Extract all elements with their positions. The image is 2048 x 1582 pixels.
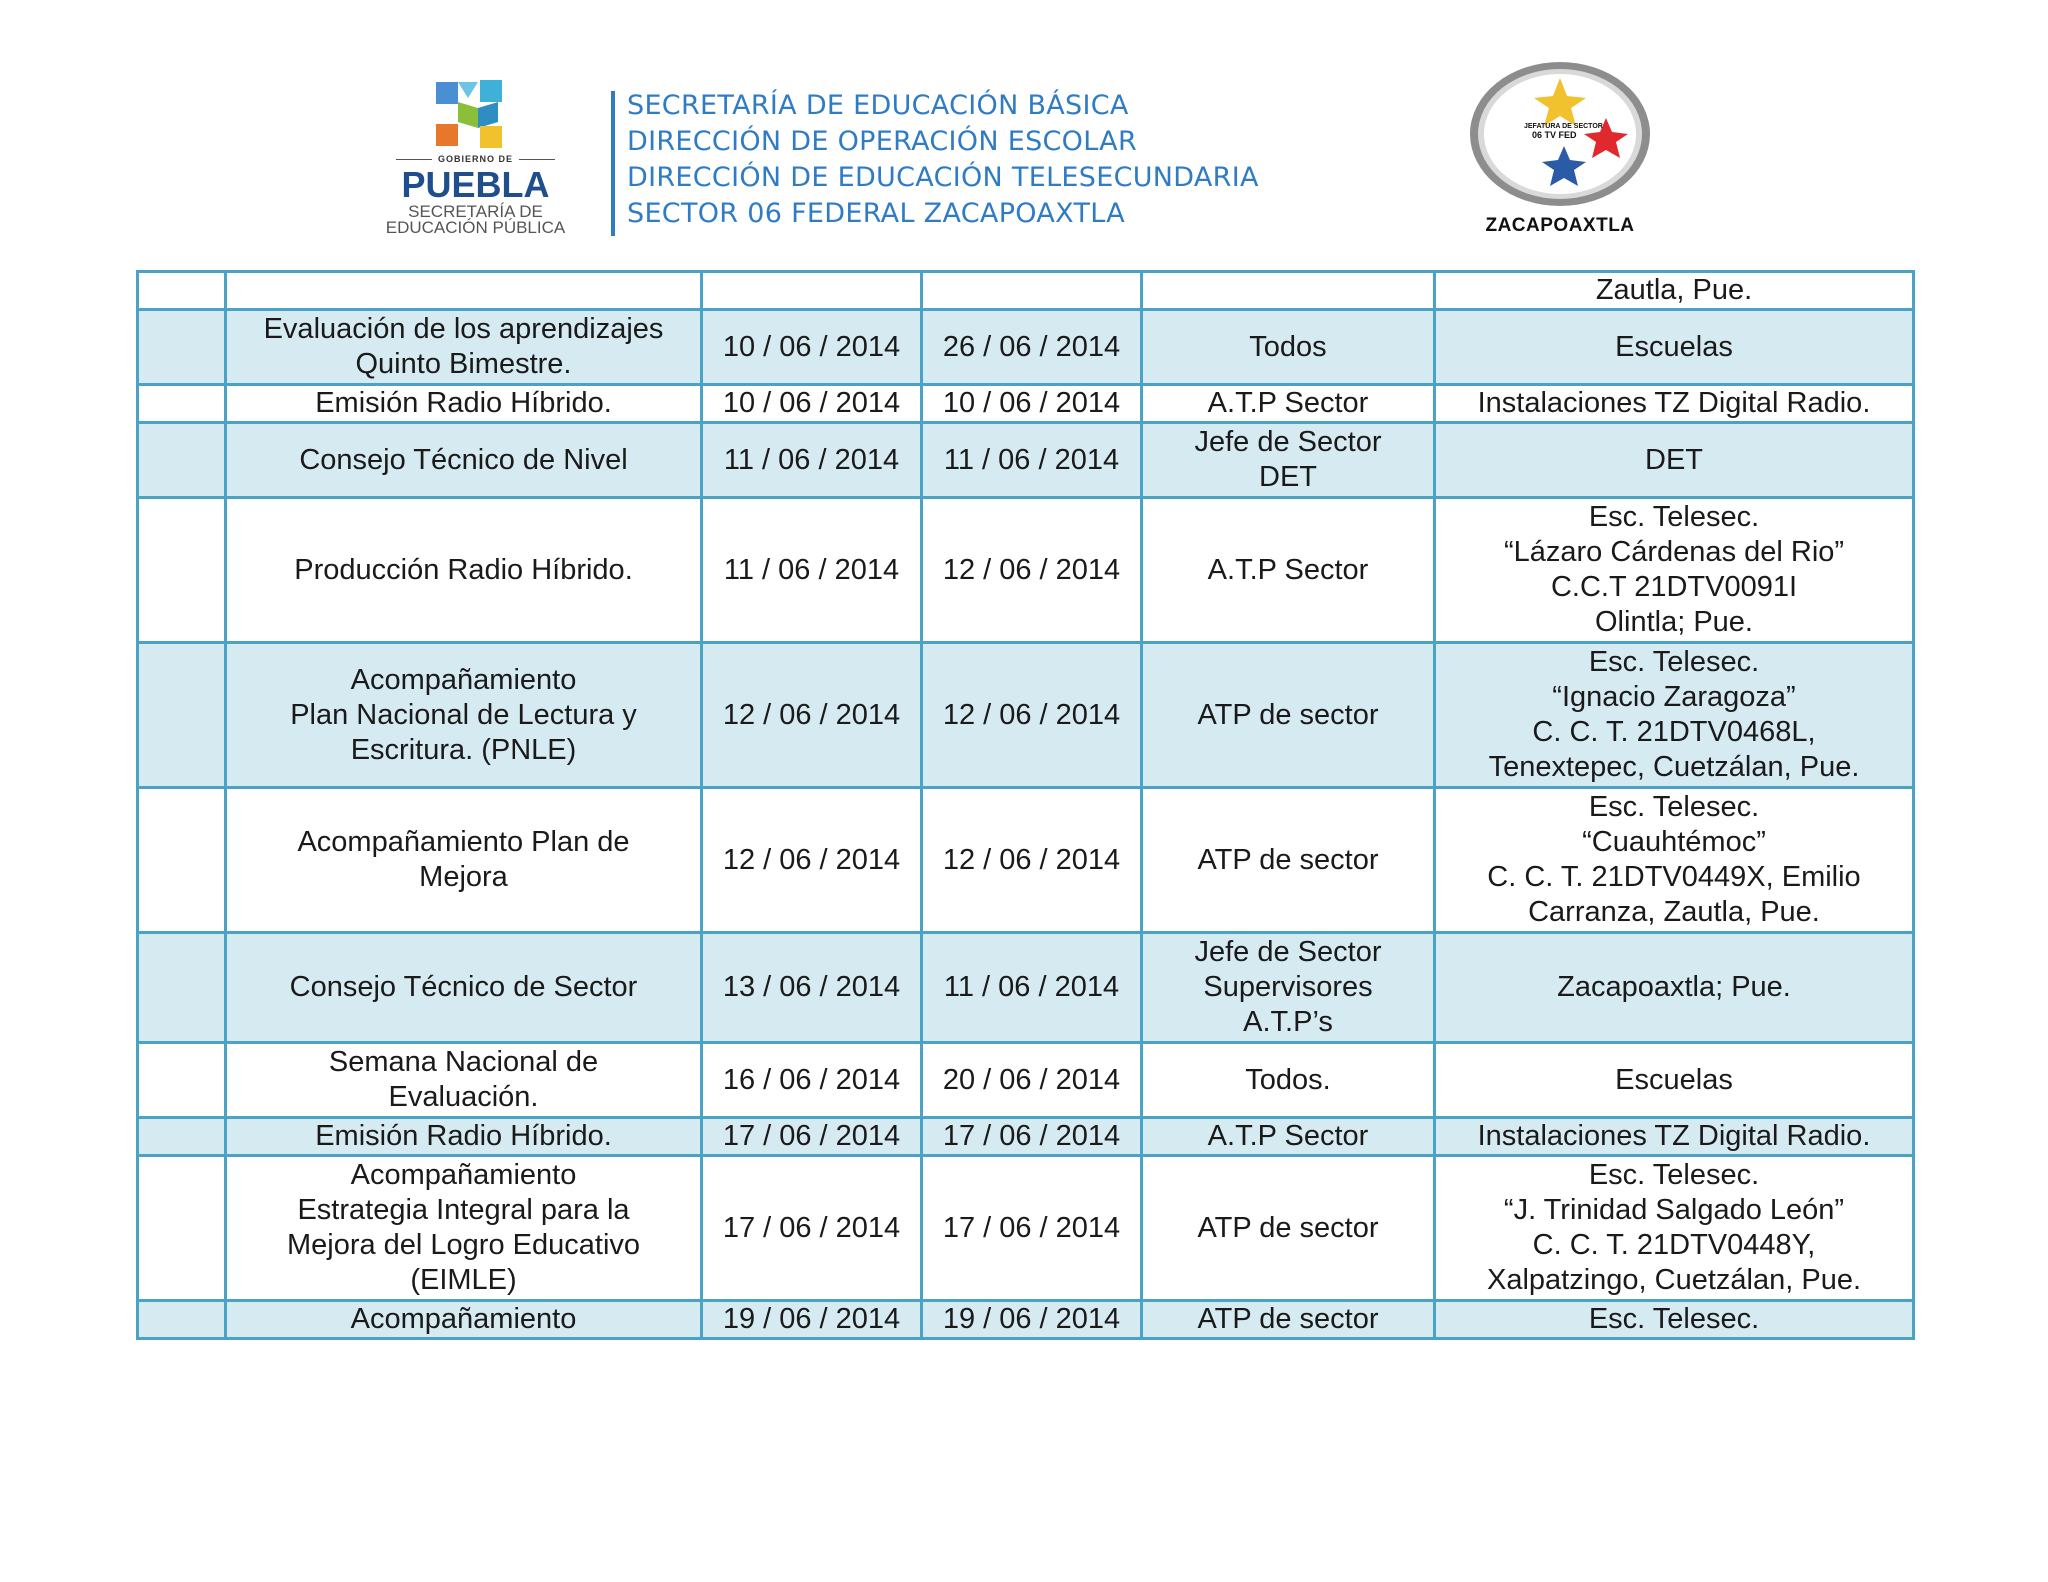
responsible-cell: A.T.P Sector [1142, 498, 1435, 643]
responsible-cell: ATP de sector [1142, 1156, 1435, 1301]
start-date-cell [702, 272, 922, 310]
responsible-cell [1142, 272, 1435, 310]
table-row [138, 498, 1914, 643]
activity-cell: Semana Nacional de Evaluación. [226, 1043, 702, 1118]
end-date-cell: 11 / 06 / 2014 [922, 423, 1142, 498]
activity-cell: Acompañamiento [226, 1301, 702, 1339]
puebla-cubes-icon [434, 78, 518, 152]
row-number-cell [138, 643, 226, 788]
table-row [138, 385, 1914, 423]
start-date-cell: 12 / 06 / 2014 [702, 643, 922, 788]
responsible-cell: Jefe de Sector DET [1142, 423, 1435, 498]
activity-cell: Emisión Radio Híbrido. [226, 1118, 702, 1156]
start-date-cell: 17 / 06 / 2014 [702, 1156, 922, 1301]
activity-cell: Consejo Técnico de Nivel [226, 423, 702, 498]
header-line-2: DIRECCIÓN DE OPERACIÓN ESCOLAR [627, 126, 1138, 157]
start-date-cell: 19 / 06 / 2014 [702, 1301, 922, 1339]
row-number-cell [138, 933, 226, 1043]
sector-zacapoaxtla-logo [1460, 58, 1660, 248]
table-row [138, 310, 1914, 385]
logo-zacapoaxtla-text: ZACAPOAXTLA [1485, 215, 1635, 236]
location-cell: Esc. Telesec. “Lázaro Cárdenas del Rio” C.C.T 21DTV0091I Olintla; Pue. [1435, 498, 1914, 643]
row-number-cell [138, 498, 226, 643]
header-line-1: SECRETARÍA DE EDUCACIÓN BÁSICA [627, 90, 1129, 121]
responsible-cell: Todos [1142, 310, 1435, 385]
start-date-cell: 11 / 06 / 2014 [702, 423, 922, 498]
row-number-cell [138, 272, 226, 310]
table-row [138, 788, 1914, 933]
row-number-cell [138, 788, 226, 933]
location-cell: Escuelas [1435, 310, 1914, 385]
row-number-cell [138, 385, 226, 423]
start-date-cell: 13 / 06 / 2014 [702, 933, 922, 1043]
responsible-cell: ATP de sector [1142, 643, 1435, 788]
table-row [138, 423, 1914, 498]
location-cell: Zautla, Pue. [1435, 272, 1914, 310]
start-date-cell: 10 / 06 / 2014 [702, 310, 922, 385]
location-cell: DET [1435, 423, 1914, 498]
logo-puebla-text: PUEBLA [401, 164, 550, 205]
steelers-emblem-icon [1466, 58, 1654, 208]
activity-schedule-table [136, 270, 1915, 1340]
end-date-cell: 26 / 06 / 2014 [922, 310, 1142, 385]
location-cell: Esc. Telesec. [1435, 1301, 1914, 1339]
table-row [138, 933, 1914, 1043]
svg-text:06 TV FED: 06 TV FED [1532, 130, 1577, 140]
row-number-cell [138, 310, 226, 385]
location-cell: Esc. Telesec. “Cuauhtémoc” C. C. T. 21DTV0449X, Emilio Carranza, Zautla, Pue. [1435, 788, 1914, 933]
activity-cell: Acompañamiento Estrategia Integral para la Mejora del Logro Educativo (EIMLE) [226, 1156, 702, 1301]
activity-cell: Acompañamiento Plan Nacional de Lectura y Escritura. (PNLE) [226, 643, 702, 788]
responsible-cell: A.T.P Sector [1142, 1118, 1435, 1156]
location-cell: Zacapoaxtla; Pue. [1435, 933, 1914, 1043]
table-row [138, 1043, 1914, 1118]
start-date-cell: 12 / 06 / 2014 [702, 788, 922, 933]
puebla-sep-logo [378, 78, 573, 236]
end-date-cell [922, 272, 1142, 310]
row-number-cell [138, 1118, 226, 1156]
svg-text:JEFATURA DE SECTOR: JEFATURA DE SECTOR [1524, 123, 1603, 130]
header-line-3: DIRECCIÓN DE EDUCACIÓN TELESECUNDARIA [627, 162, 1259, 193]
responsible-cell: Todos. [1142, 1043, 1435, 1118]
end-date-cell: 12 / 06 / 2014 [922, 498, 1142, 643]
row-number-cell [138, 1301, 226, 1339]
logo-gobierno-text: GOBIERNO DE [378, 154, 573, 164]
header-divider [611, 91, 615, 236]
schedule-body [138, 272, 1914, 1339]
end-date-cell: 17 / 06 / 2014 [922, 1156, 1142, 1301]
activity-cell [226, 272, 702, 310]
row-number-cell [138, 423, 226, 498]
header-line-4: SECTOR 06 FEDERAL ZACAPOAXTLA [627, 198, 1125, 229]
row-number-cell [138, 1156, 226, 1301]
location-cell: Instalaciones TZ Digital Radio. [1435, 385, 1914, 423]
end-date-cell: 17 / 06 / 2014 [922, 1118, 1142, 1156]
table-row [138, 643, 1914, 788]
start-date-cell: 17 / 06 / 2014 [702, 1118, 922, 1156]
logo-sep-text: SECRETARÍA DE EDUCACIÓN PÚBLICA [385, 202, 566, 237]
responsible-cell: ATP de sector [1142, 1301, 1435, 1339]
header-title-block [627, 88, 1387, 232]
location-cell: Instalaciones TZ Digital Radio. [1435, 1118, 1914, 1156]
activity-cell: Emisión Radio Híbrido. [226, 385, 702, 423]
activity-cell: Consejo Técnico de Sector [226, 933, 702, 1043]
location-cell: Esc. Telesec. “Ignacio Zaragoza” C. C. T. 21DTV0468L, Tenextepec, Cuetzálan, Pue. [1435, 643, 1914, 788]
table-row [138, 1118, 1914, 1156]
start-date-cell: 16 / 06 / 2014 [702, 1043, 922, 1118]
responsible-cell: A.T.P Sector [1142, 385, 1435, 423]
responsible-cell: ATP de sector [1142, 788, 1435, 933]
start-date-cell: 10 / 06 / 2014 [702, 385, 922, 423]
table-row [138, 1156, 1914, 1301]
activity-cell: Acompañamiento Plan de Mejora [226, 788, 702, 933]
end-date-cell: 10 / 06 / 2014 [922, 385, 1142, 423]
table-row [138, 1301, 1914, 1339]
location-cell: Esc. Telesec. “J. Trinidad Salgado León” C. C. T. 21DTV0448Y, Xalpatzingo, Cuetzálan, Pue. [1435, 1156, 1914, 1301]
end-date-cell: 11 / 06 / 2014 [922, 933, 1142, 1043]
start-date-cell: 11 / 06 / 2014 [702, 498, 922, 643]
activity-cell: Evaluación de los aprendizajes Quinto Bimestre. [226, 310, 702, 385]
responsible-cell: Jefe de Sector Supervisores A.T.P’s [1142, 933, 1435, 1043]
activity-cell: Producción Radio Híbrido. [226, 498, 702, 643]
end-date-cell: 12 / 06 / 2014 [922, 788, 1142, 933]
location-cell: Escuelas [1435, 1043, 1914, 1118]
table-row [138, 272, 1914, 310]
end-date-cell: 20 / 06 / 2014 [922, 1043, 1142, 1118]
row-number-cell [138, 1043, 226, 1118]
end-date-cell: 19 / 06 / 2014 [922, 1301, 1142, 1339]
end-date-cell: 12 / 06 / 2014 [922, 643, 1142, 788]
